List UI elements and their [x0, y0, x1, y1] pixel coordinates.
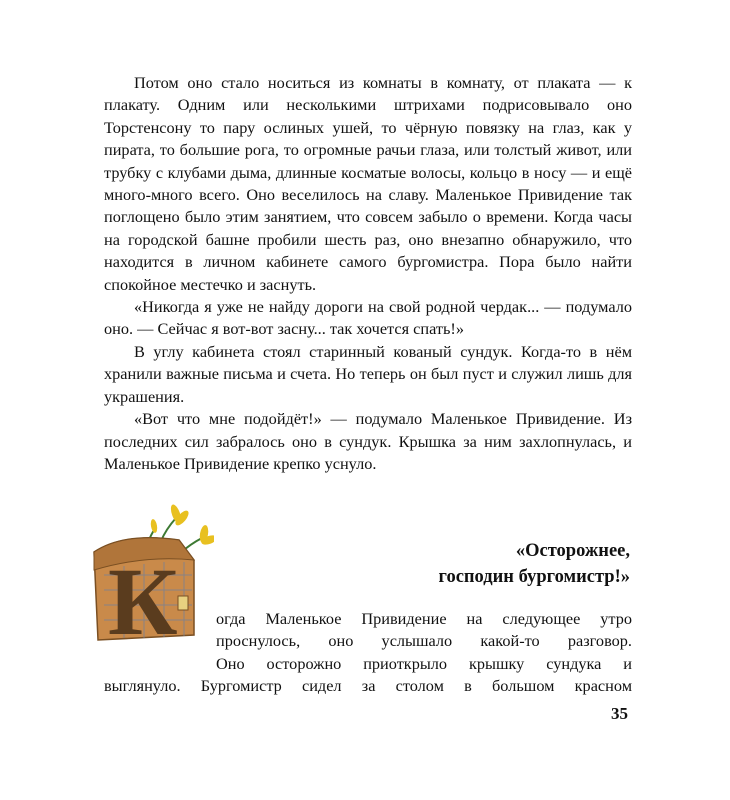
chapter-title	[330, 538, 630, 590]
chapter-line-4: выглянуло. Бургомистр сидел за столом в большом красном	[104, 676, 632, 696]
page-number: 35	[611, 704, 628, 723]
chapter-line-1: огда Маленькое Привидение на следующее утро	[216, 609, 632, 628]
chapter-title-line-2: господин бургомистр!»	[438, 567, 630, 587]
paragraph-4: «Вот что мне подойдёт!» — подумало Маленькое Привидение. Из последних сил забралось оно в сундук. Крышка за ним захлопнулась, и Маленькое Привидение крепко уснуло.	[104, 409, 632, 473]
chapter-line-3: Оно осторожно приоткрыло крышку сундука и	[216, 653, 632, 673]
chapter-text	[104, 608, 632, 698]
paragraph-1: Потом оно стало носиться из комнаты в комнату, от плаката — к плакату. Одним или несколькими штрихами подрисовывало оно Торстенсону то пару ослиных ушей, то чёрную повязку на глаз, как у пирата, то большие рога, то огромные рачьи глаза, или толстый живот, или трубку с клубами дыма, длинные косматые волосы, кольцо в носу — и ещё много-много всего. Оно веселилось на славу. Маленькое Привидение так поглощено было этим занятием, что совсем забыло о времени. Когда часы на городской башне пробили шесть раз, оно внезапно обнаружило, что находится в личном кабинете самого бургомистра. Пора было найти спокойное местечко и заснуть.	[104, 73, 632, 294]
body-text	[104, 72, 632, 475]
paragraph-2: «Никогда я уже не найду дороги на свой родной чердак... — подумало оно. — Сейчас я вот-вот засну... так хочется спать!»	[104, 297, 632, 339]
chapter-title-line-1: «Осторожнее,	[515, 541, 630, 561]
chapter-line-2: проснулось, оно услышало какой-то разговор.	[216, 631, 632, 651]
dropcap-letter: К	[108, 548, 178, 650]
paragraph-3: В углу кабинета стоял старинный кованый сундук. Когда-то в нём хранили важные письма и счета. Но теперь он был пуст и служил лишь для украшения.	[104, 341, 632, 406]
